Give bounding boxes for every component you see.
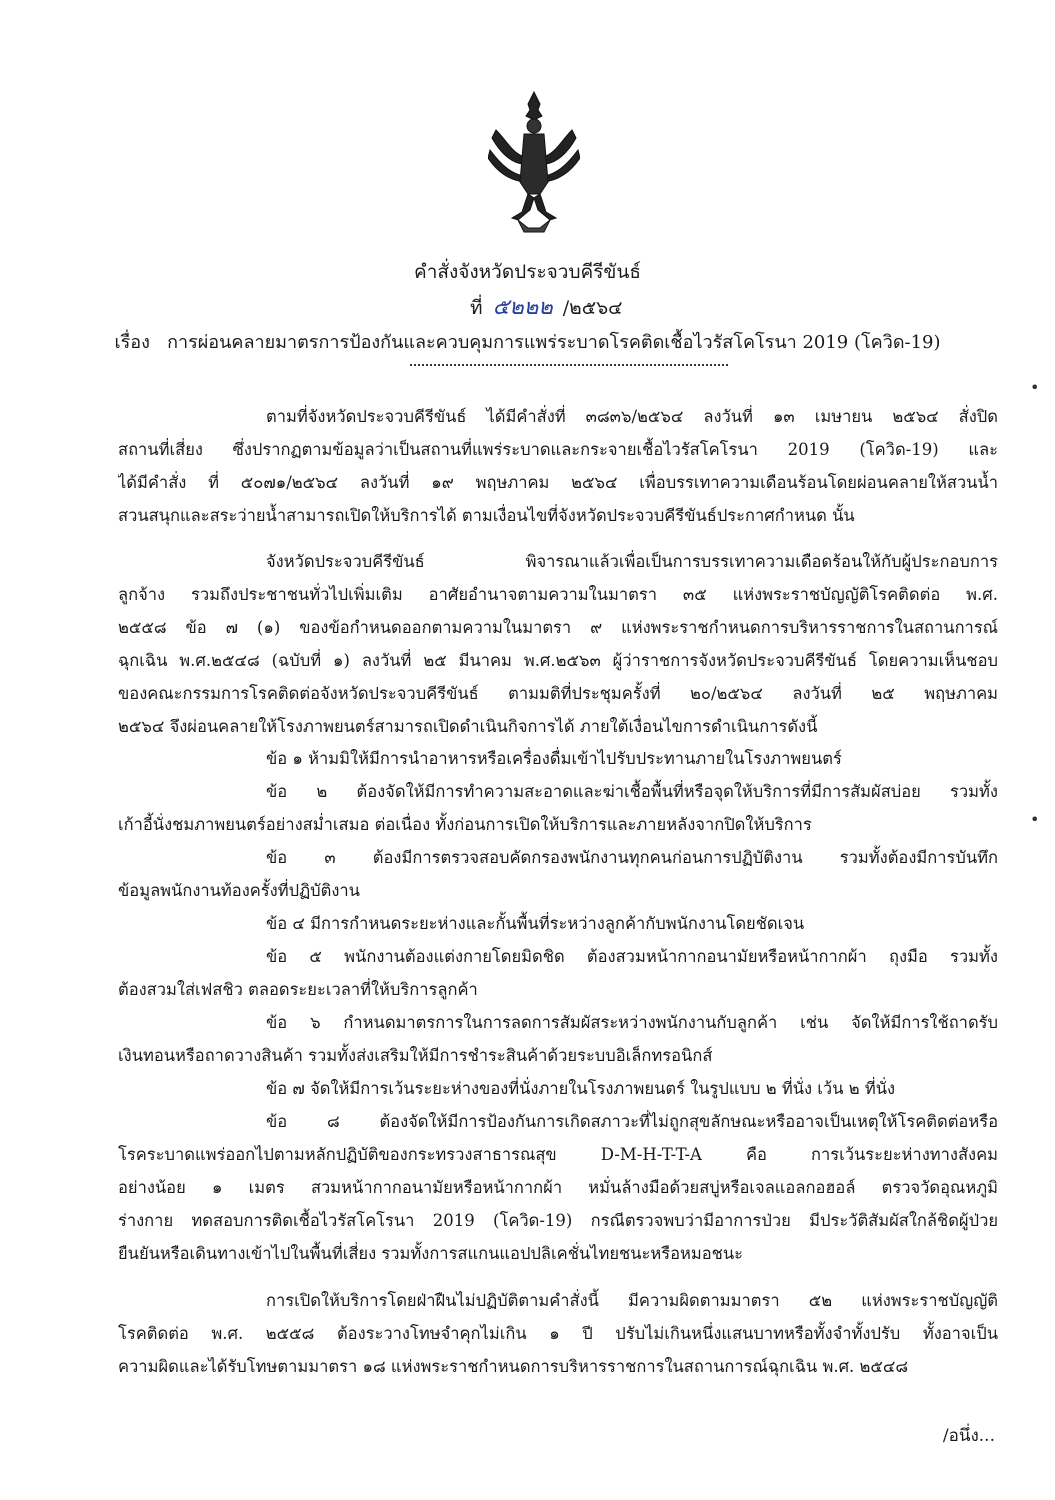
list-item: ข้อ ๕ พนักงานต้องแต่งกายโดยมิดชิด ต้องสวมหน้ากากอนามัยหรือหน้ากากผ้า ถุงมือ รวมทั้ง bbox=[266, 947, 998, 966]
subject-line bbox=[0, 327, 1055, 356]
paragraph-1 bbox=[118, 400, 998, 532]
list-item: ข้อ ๖ กำหนดมาตรการในการลดการสัมผัสระหว่างพนักงานกับลูกค้า เช่น จัดให้มีการใช้ถาดรับ bbox=[266, 1013, 998, 1032]
list-item: ข้อ ๔ มีการกำหนดระยะห่างและกั้นพื้นที่ระหว่างลูกค้ากับพนักงานโดยชัดเจน bbox=[266, 914, 805, 933]
continuation-marker: /อนึ่ง... bbox=[942, 1426, 995, 1446]
separator-divider bbox=[410, 364, 728, 366]
paragraph-line: สวนสนุกและสระว่ายน้ำสามารถเปิดให้บริการได้ ตามเงื่อนไขที่จังหวัดประจวบคีรีขันธ์ประกาศกำหนด นั้น bbox=[118, 506, 855, 525]
list-item: ข้อ ๑ ห้ามมิให้มีการนำอาหารหรือเครื่องดื่มเข้าไปรับประทานภายในโรงภาพยนตร์ bbox=[266, 749, 842, 768]
list-item: ข้อ ๗ จัดให้มีการเว้นระยะห่างของที่นั่งภายในโรงภาพยนตร์ ในรูปแบบ ๒ ที่นั่ง เว้น ๒ ที่นั่ง bbox=[266, 1079, 896, 1098]
list-item: ข้อ ๘ ต้องจัดให้มีการป้องกันการเกิดสภาวะที่ไม่ถูกสุขลักษณะหรืออาจเป็นเหตุให้โรคติดต่อหรือ bbox=[266, 1112, 998, 1131]
scan-mark: • bbox=[1030, 810, 1040, 829]
order-number-handwritten: ๕๒๒๒ bbox=[492, 295, 553, 320]
conditions-list bbox=[118, 742, 998, 1270]
order-number bbox=[470, 289, 670, 324]
garuda-emblem-icon bbox=[488, 90, 580, 236]
paragraph-line: การเปิดให้บริการโดยฝ่าฝืนไม่ปฏิบัติตามคำสั่งนี้ มีความผิดตามมาตรา ๕๒ แห่งพระราชบัญญัติ bbox=[266, 1291, 998, 1310]
list-item: ยืนยันหรือเดินทางเข้าไปในพื้นที่เสี่ยง รวมทั้งการสแกนแอปปลิเคชั่นไทยชนะหรือหมอชนะ bbox=[118, 1244, 744, 1263]
paragraph-line: ฉุกเฉิน พ.ศ.๒๕๔๘ (ฉบับที่ ๑) ลงวันที่ ๒๕ มีนาคม พ.ศ.๒๕๖๓ ผู้ว่าราชการจังหวัดประจวบคีรีขันธ์ โดยความเห็นชอบ bbox=[118, 651, 998, 670]
paragraph-2 bbox=[118, 545, 998, 743]
paragraph-line: โรคติดต่อ พ.ศ. ๒๕๕๘ ต้องระวางโทษจำคุกไม่เกิน ๑ ปี ปรับไม่เกินหนึ่งแสนบาทหรือทั้งจำทั้งปรับ ทั้งอาจเป็น bbox=[118, 1324, 998, 1343]
paragraph-line: ๒๕๖๔ จึงผ่อนคลายให้โรงภาพยนตร์สามารถเปิดดำเนินกิจการได้ ภายใต้เงื่อนไขการดำเนินการดังนี้ bbox=[118, 717, 818, 736]
list-item: โรคระบาดแพร่ออกไปตามหลักปฏิบัติของกระทรวงสาธารณสุข D-M-H-T-T-A คือ การเว้นระยะห่างทางสังคม bbox=[118, 1145, 998, 1164]
list-item: ต้องสวมใส่เฟสชิว ตลอดระยะเวลาที่ให้บริการลูกค้า bbox=[118, 980, 478, 999]
paragraph-line: ๒๕๕๘ ข้อ ๗ (๑) ของข้อกำหนดออกตามความในมาตรา ๙ แห่งพระราชกำหนดการบริหารราชการในสถานการณ์ bbox=[118, 618, 998, 637]
paragraph-line: ลูกจ้าง รวมถึงประชาชนทั่วไปเพิ่มเติม อาศัยอำนาจตามความในมาตรา ๓๕ แห่งพระราชบัญญัติโรคติดต่อ พ.ศ. bbox=[118, 585, 998, 604]
list-item: อย่างน้อย ๑ เมตร สวมหน้ากากอนามัยหรือหน้ากากผ้า หมั่นล้างมือด้วยสบู่หรือเจลแอลกอฮอล์ ตรวจวัดอุณหภูมิ bbox=[118, 1178, 998, 1197]
subject-text: การผ่อนคลายมาตรการป้องกันและควบคุมการแพร่ระบาดโรคติดเชื้อไวรัสโคโรนา 2019 (โควิด-19) bbox=[167, 332, 941, 353]
order-number-suffix: /๒๕๖๔ bbox=[562, 297, 623, 319]
scan-mark: • bbox=[1030, 378, 1040, 397]
list-item: ร่างกาย ทดสอบการติดเชื้อไวรัสโคโรนา 2019 (โควิด-19) กรณีตรวจพบว่ามีอาการป่วย มีประวัติสัมผัสใกล้ชิดผู้ป่วย bbox=[118, 1211, 998, 1230]
paragraph-line: จังหวัดประจวบคีรีขันธ์ พิจารณาแล้วเพื่อเป็นการบรรเทาความเดือดร้อนให้กับผู้ประกอบการ bbox=[266, 552, 998, 571]
list-item: ข้อมูลพนักงานท้องครั้งที่ปฏิบัติงาน bbox=[118, 881, 360, 900]
list-item: ข้อ ๒ ต้องจัดให้มีการทำความสะอาดและฆ่าเชื้อพื้นที่หรือจุดให้บริการที่มีการสัมผัสบ่อย รวมทั้ง bbox=[266, 782, 998, 801]
paragraph-line: ความผิดและได้รับโทษตามมาตรา ๑๘ แห่งพระราชกำหนดการบริหารราชการในสถานการณ์ฉุกเฉิน พ.ศ. ๒๕๔๘ bbox=[118, 1357, 909, 1376]
subject-label: เรื่อง bbox=[114, 332, 150, 353]
list-item: เก้าอี้นั่งชมภาพยนตร์อย่างสม่ำเสมอ ต่อเนื่อง ทั้งก่อนการเปิดให้บริการและภายหลังจากปิดให้บริการ bbox=[118, 815, 812, 834]
list-item: ข้อ ๓ ต้องมีการตรวจสอบคัดกรองพนักงานทุกคนก่อนการปฏิบัติงาน รวมทั้งต้องมีการบันทึก bbox=[266, 848, 998, 867]
paragraph-3 bbox=[118, 1284, 998, 1383]
order-title: คำสั่งจังหวัดประจวบคีรีขันธ์ bbox=[413, 261, 642, 283]
paragraph-line: สถานที่เสี่ยง ซึ่งปรากฏตามข้อมูลว่าเป็นสถานที่แพร่ระบาดและกระจายเชื้อไวรัสโคโรนา 2019 (โควิด-19) และ bbox=[118, 440, 998, 459]
order-number-prefix: ที่ bbox=[470, 297, 483, 319]
list-item: เงินทอนหรือถาดวางสินค้า รวมทั้งส่งเสริมให้มีการชำระสินค้าด้วยระบบอิเล็กทรอนิกส์ bbox=[118, 1046, 713, 1065]
paragraph-line: ของคณะกรรมการโรคติดต่อจังหวัดประจวบคีรีขันธ์ ตามมติที่ประชุมครั้งที่ ๒๐/๒๕๖๔ ลงวันที่ ๒๕ พฤษภาคม bbox=[118, 684, 998, 703]
paragraph-line: ได้มีคำสั่ง ที่ ๕๐๗๑/๒๕๖๔ ลงวันที่ ๑๙ พฤษภาคม ๒๕๖๔ เพื่อบรรเทาความเดือนร้อนโดยผ่อนคลายให้สวนน้ำ bbox=[118, 473, 998, 492]
paragraph-line: ตามที่จังหวัดประจวบคีรีขันธ์ ได้มีคำสั่งที่ ๓๘๓๖/๒๕๖๔ ลงวันที่ ๑๓ เมษายน ๒๕๖๔ สั่งปิด bbox=[266, 407, 998, 426]
